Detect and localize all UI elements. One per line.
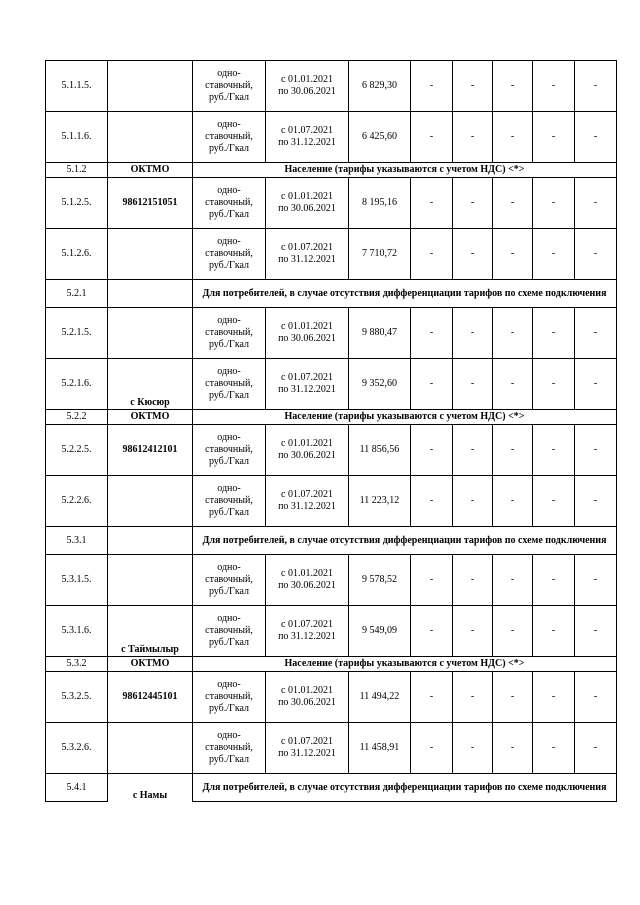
- dash-cell: -: [411, 308, 453, 359]
- table-row: [46, 112, 617, 163]
- row-code: 5.3.1: [46, 527, 108, 555]
- oktmo-code: 98612412101: [108, 425, 193, 476]
- table-row: [46, 410, 617, 425]
- row-code: 5.3.1.5.: [46, 555, 108, 606]
- dash-cell: -: [453, 476, 493, 527]
- dash-cell: -: [493, 723, 533, 774]
- dash-cell: -: [493, 606, 533, 657]
- rate-type: одно- ставочный, руб./Гкал: [193, 229, 266, 280]
- dash-cell: -: [533, 672, 575, 723]
- rate-type: одно- ставочный, руб./Гкал: [193, 606, 266, 657]
- dash-cell: -: [453, 61, 493, 112]
- row-code: 5.2.2.6.: [46, 476, 108, 527]
- dash-cell: -: [575, 359, 617, 410]
- dash-cell: -: [575, 425, 617, 476]
- rate-type: одно- ставочный, руб./Гкал: [193, 425, 266, 476]
- location-cell: [108, 555, 193, 606]
- location-cell: [108, 112, 193, 163]
- dash-cell: -: [411, 555, 453, 606]
- tariff-value: 11 458,91: [349, 723, 411, 774]
- tariff-table: [45, 60, 617, 802]
- dash-cell: -: [493, 112, 533, 163]
- dash-cell: -: [493, 476, 533, 527]
- dash-cell: -: [453, 425, 493, 476]
- period: с 01.01.2021 по 30.06.2021: [266, 178, 349, 229]
- row-code: 5.1.2: [46, 163, 108, 178]
- period: с 01.01.2021 по 30.06.2021: [266, 672, 349, 723]
- dash-cell: -: [533, 178, 575, 229]
- dash-cell: -: [411, 476, 453, 527]
- table-row: [46, 425, 617, 476]
- table-row: [46, 555, 617, 606]
- oktmo-label: ОКТМО: [108, 657, 193, 672]
- table-row: [46, 229, 617, 280]
- rate-type: одно- ставочный, руб./Гкал: [193, 308, 266, 359]
- tariff-value: 11 856,56: [349, 425, 411, 476]
- dash-cell: -: [575, 229, 617, 280]
- table-row: [46, 163, 617, 178]
- rate-type: одно- ставочный, руб./Гкал: [193, 359, 266, 410]
- period: с 01.07.2021 по 31.12.2021: [266, 476, 349, 527]
- rate-type: одно- ставочный, руб./Гкал: [193, 112, 266, 163]
- dash-cell: -: [411, 61, 453, 112]
- row-code: 5.2.1: [46, 280, 108, 308]
- table-row: [46, 61, 617, 112]
- row-code: 5.1.1.6.: [46, 112, 108, 163]
- location-cell: [108, 308, 193, 359]
- table-row: [46, 527, 617, 555]
- dash-cell: -: [493, 672, 533, 723]
- table-row: [46, 476, 617, 527]
- period: с 01.07.2021 по 31.12.2021: [266, 112, 349, 163]
- row-code: 5.3.2.6.: [46, 723, 108, 774]
- tariff-value: 11 494,22: [349, 672, 411, 723]
- tariff-value: 9 578,52: [349, 555, 411, 606]
- dash-cell: -: [575, 178, 617, 229]
- table-row: [46, 308, 617, 359]
- row-code: 5.1.2.6.: [46, 229, 108, 280]
- row-code: 5.3.2.5.: [46, 672, 108, 723]
- tariff-value: 6 829,30: [349, 61, 411, 112]
- dash-cell: -: [533, 425, 575, 476]
- settlement-name: с Таймылыр: [108, 606, 193, 657]
- dash-cell: -: [533, 229, 575, 280]
- dash-cell: -: [493, 359, 533, 410]
- dash-cell: -: [575, 672, 617, 723]
- oktmo-label: ОКТМО: [108, 410, 193, 425]
- dash-cell: -: [411, 178, 453, 229]
- table-row: [46, 359, 617, 410]
- dash-cell: -: [533, 112, 575, 163]
- rate-type: одно- ставочный, руб./Гкал: [193, 178, 266, 229]
- row-code: 5.2.1.5.: [46, 308, 108, 359]
- dash-cell: -: [575, 555, 617, 606]
- period: с 01.01.2021 по 30.06.2021: [266, 61, 349, 112]
- dash-cell: -: [533, 359, 575, 410]
- row-code: 5.4.1: [46, 774, 108, 802]
- rate-type: одно- ставочный, руб./Гкал: [193, 555, 266, 606]
- row-code: 5.3.1.6.: [46, 606, 108, 657]
- dash-cell: -: [453, 359, 493, 410]
- settlement-name: с Кюсюр: [108, 359, 193, 410]
- rate-type: одно- ставочный, руб./Гкал: [193, 672, 266, 723]
- dash-cell: -: [453, 229, 493, 280]
- dash-cell: -: [493, 61, 533, 112]
- period: с 01.01.2021 по 30.06.2021: [266, 308, 349, 359]
- dash-cell: -: [575, 606, 617, 657]
- dash-cell: -: [453, 555, 493, 606]
- dash-cell: -: [411, 672, 453, 723]
- dash-cell: -: [533, 308, 575, 359]
- rate-type: одно- ставочный, руб./Гкал: [193, 476, 266, 527]
- table-row: [46, 774, 617, 802]
- dash-cell: -: [493, 555, 533, 606]
- dash-cell: -: [493, 229, 533, 280]
- oktmo-label: ОКТМО: [108, 163, 193, 178]
- table-row: [46, 606, 617, 657]
- row-code: 5.1.1.5.: [46, 61, 108, 112]
- row-code: 5.2.1.6.: [46, 359, 108, 410]
- period: с 01.07.2021 по 31.12.2021: [266, 229, 349, 280]
- settlement-name: с Намы: [108, 774, 193, 802]
- dash-cell: -: [533, 476, 575, 527]
- oktmo-code: 98612151051: [108, 178, 193, 229]
- dash-cell: -: [533, 723, 575, 774]
- location-cell: [108, 476, 193, 527]
- tariff-value: 9 352,60: [349, 359, 411, 410]
- period: с 01.01.2021 по 30.06.2021: [266, 425, 349, 476]
- location-cell: [108, 229, 193, 280]
- section-header: Для потребителей, в случае отсутствия дифференциации тарифов по схеме подключения: [193, 280, 617, 308]
- dash-cell: -: [453, 308, 493, 359]
- dash-cell: -: [575, 61, 617, 112]
- table-row: [46, 280, 617, 308]
- table-row: [46, 672, 617, 723]
- dash-cell: -: [533, 606, 575, 657]
- section-header: Для потребителей, в случае отсутствия дифференциации тарифов по схеме подключения: [193, 774, 617, 802]
- row-code: 5.3.2: [46, 657, 108, 672]
- dash-cell: -: [453, 178, 493, 229]
- section-header: Население (тарифы указываются с учетом НДС) <*>: [193, 657, 617, 672]
- dash-cell: -: [493, 178, 533, 229]
- tariff-value: 11 223,12: [349, 476, 411, 527]
- section-header: Население (тарифы указываются с учетом НДС) <*>: [193, 163, 617, 178]
- tariff-value: 6 425,60: [349, 112, 411, 163]
- location-cell: [108, 723, 193, 774]
- row-code: 5.2.2.5.: [46, 425, 108, 476]
- section-header: Население (тарифы указываются с учетом НДС) <*>: [193, 410, 617, 425]
- dash-cell: -: [575, 476, 617, 527]
- row-code: 5.1.2.5.: [46, 178, 108, 229]
- dash-cell: -: [575, 308, 617, 359]
- dash-cell: -: [411, 359, 453, 410]
- section-header: Для потребителей, в случае отсутствия дифференциации тарифов по схеме подключения: [193, 527, 617, 555]
- dash-cell: -: [533, 61, 575, 112]
- period: с 01.01.2021 по 30.06.2021: [266, 555, 349, 606]
- dash-cell: -: [411, 229, 453, 280]
- dash-cell: -: [411, 606, 453, 657]
- period: с 01.07.2021 по 31.12.2021: [266, 606, 349, 657]
- tariff-value: 9 549,09: [349, 606, 411, 657]
- dash-cell: -: [533, 555, 575, 606]
- dash-cell: -: [453, 672, 493, 723]
- table-row: [46, 657, 617, 672]
- tariff-value: 9 880,47: [349, 308, 411, 359]
- location-cell: [108, 527, 193, 555]
- rate-type: одно- ставочный, руб./Гкал: [193, 61, 266, 112]
- row-code: 5.2.2: [46, 410, 108, 425]
- dash-cell: -: [493, 308, 533, 359]
- tariff-value: 8 195,16: [349, 178, 411, 229]
- dash-cell: -: [453, 606, 493, 657]
- dash-cell: -: [411, 425, 453, 476]
- location-cell: [108, 61, 193, 112]
- tariff-value: 7 710,72: [349, 229, 411, 280]
- dash-cell: -: [493, 425, 533, 476]
- dash-cell: -: [575, 723, 617, 774]
- dash-cell: -: [411, 112, 453, 163]
- rate-type: одно- ставочный, руб./Гкал: [193, 723, 266, 774]
- period: с 01.07.2021 по 31.12.2021: [266, 723, 349, 774]
- oktmo-code: 98612445101: [108, 672, 193, 723]
- dash-cell: -: [575, 112, 617, 163]
- period: с 01.07.2021 по 31.12.2021: [266, 359, 349, 410]
- location-cell: [108, 280, 193, 308]
- table-row: [46, 723, 617, 774]
- dash-cell: -: [453, 112, 493, 163]
- dash-cell: -: [411, 723, 453, 774]
- dash-cell: -: [453, 723, 493, 774]
- table-row: [46, 178, 617, 229]
